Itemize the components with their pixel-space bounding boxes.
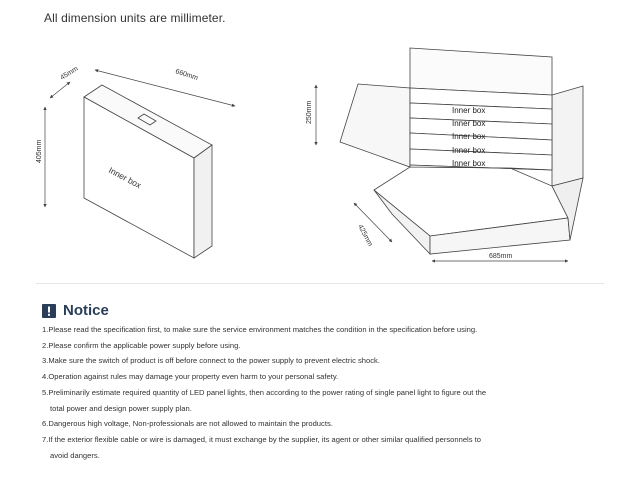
left-inner-box bbox=[84, 85, 212, 258]
stacked-inner-boxes bbox=[410, 88, 552, 170]
notice-item: 4.Operation against rules may damage your property even harm to your personal safety. bbox=[42, 372, 339, 382]
left-box-label: Inner box bbox=[107, 164, 144, 191]
units-note: All dimension units are millimeter. bbox=[44, 11, 226, 25]
notice-item: 7.If the exterior flexible cable or wire is damaged, it must exchange by the supplier, its agent or other similar qualified personnels to avoid dangers. bbox=[42, 434, 481, 460]
exclamation-icon bbox=[42, 304, 56, 318]
left-dim-depth: 45mm bbox=[59, 65, 80, 82]
notice-heading bbox=[42, 302, 109, 319]
notice-item: 5.Preliminarily estimate required quantity of LED panel lights, then according to the power rating of single panel light to figure out the total power and design power supply plan. bbox=[42, 387, 487, 413]
right-dim-width: 685mm bbox=[489, 253, 513, 260]
notice-item: 2.Please confirm the applicable power supply before using. bbox=[42, 340, 241, 350]
right-box-label-4: Inner box bbox=[452, 146, 486, 155]
notice-item: 3.Make sure the switch of product is off before connect to the power supply to prevent electric shock. bbox=[42, 356, 380, 366]
right-box-label-5: Inner box bbox=[452, 159, 486, 168]
left-dim-height: 405mm bbox=[36, 139, 43, 163]
notice-item: 6.Dangerous high voltage, Non-professionals are not allowed to maintain the products. bbox=[42, 419, 333, 429]
notice-list bbox=[42, 322, 602, 463]
right-dim-height: 250mm bbox=[306, 100, 313, 124]
notice-item: 1.Please read the specification first, to make sure the service environment matches the condition in the specification before using. bbox=[42, 325, 478, 334]
left-dim-width: 660mm bbox=[174, 68, 199, 83]
right-box-label-1: Inner box bbox=[452, 106, 486, 115]
right-dim-depth: 425mm bbox=[356, 223, 374, 248]
notice-title: Notice bbox=[63, 302, 109, 319]
right-box-label-2: Inner box bbox=[452, 119, 486, 128]
right-box-label-3: Inner box bbox=[452, 132, 486, 141]
section-divider bbox=[36, 283, 604, 284]
